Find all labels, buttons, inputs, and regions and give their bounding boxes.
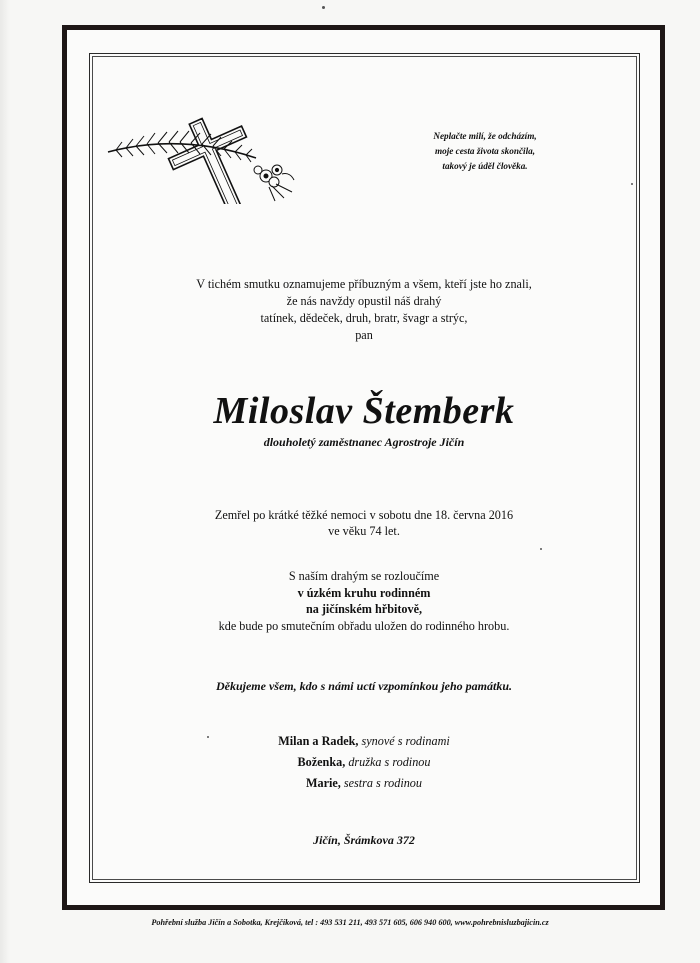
- thanks-message: Děkujeme všem, kdo s námi uctí vzpomínkou jeho památku.: [215, 679, 512, 693]
- mourners-list: [100, 731, 628, 794]
- announcement: [100, 276, 628, 344]
- mourner-name: Milan a Radek,: [278, 734, 359, 748]
- motto-line: takový je úděl člověka.: [442, 161, 528, 171]
- motto-line: Neplačte milí, že odcházím,: [433, 131, 537, 141]
- scan-edge-shadow: [0, 0, 10, 963]
- motto-line: moje cesta života skončila,: [434, 146, 536, 156]
- mourner-relation: sestra s rodinou: [343, 776, 422, 790]
- motto-verse: [410, 129, 560, 174]
- farewell-info: [100, 568, 628, 634]
- deceased-name: Miloslav Štemberk: [213, 390, 515, 432]
- farewell-line: kde bude po smutečním obřadu uložen do rodinného hrobu.: [218, 618, 510, 633]
- mourner-relation: synové s rodinami: [361, 734, 450, 748]
- farewell-line-bold: na jičínském hřbitově,: [305, 602, 423, 616]
- mourner-entry: [100, 731, 628, 752]
- death-line: Zemřel po krátké těžké nemoci v sobotu dne 18. června 2016: [214, 508, 514, 522]
- scan-speck: [207, 736, 209, 738]
- scan-speck: [540, 548, 542, 550]
- funeral-service-footer: Pohřební služba Jičín a Sobotka, Krejčíková, tel : 493 531 211, 493 571 605, 606 940 600, www.pohrebnisluzbajicin.cz: [151, 918, 549, 927]
- death-notice: [100, 507, 628, 539]
- mourner-name: Boženka,: [297, 755, 346, 769]
- announcement-line: že nás navždy opustil náš drahý: [286, 294, 442, 308]
- mourner-name: Marie,: [305, 776, 341, 790]
- mourner-relation: družka s rodinou: [348, 755, 431, 769]
- scan-speck: [322, 6, 325, 9]
- farewell-line: S naším drahým se rozloučíme: [288, 569, 440, 583]
- announcement-line: V tichém smutku oznamujeme příbuzným a všem, kteří jste ho znali,: [196, 277, 532, 291]
- announcement-line: tatínek, dědeček, druh, bratr, švagr a strýc,: [260, 311, 468, 325]
- address: Jičín, Šrámkova 372: [313, 833, 415, 847]
- mourner-entry: [100, 773, 628, 794]
- announcement-line: pan: [355, 328, 373, 342]
- mourner-entry: [100, 752, 628, 773]
- deceased-occupation: dlouholetý zaměstnanec Agrostroje Jičín: [263, 435, 465, 449]
- scan-speck: [631, 183, 633, 185]
- farewell-line-bold: v úzkém kruhu rodinném: [297, 585, 431, 600]
- death-line: ve věku 74 let.: [328, 524, 400, 538]
- cross-with-palm-branch-icon: [106, 112, 311, 204]
